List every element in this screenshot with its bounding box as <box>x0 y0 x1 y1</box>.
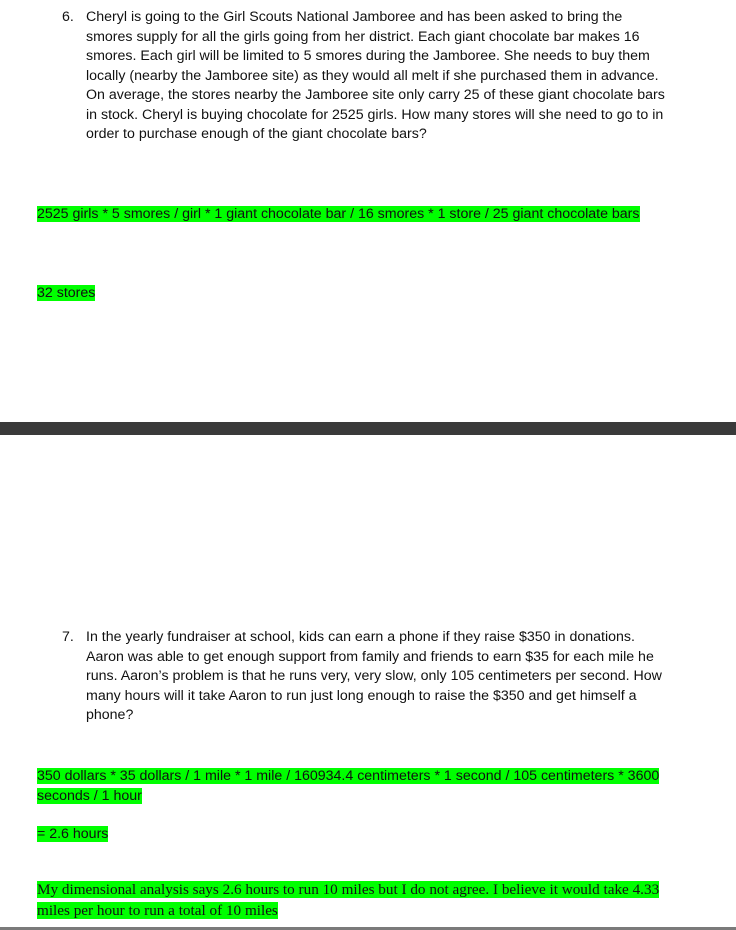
question-7-result <box>37 824 667 844</box>
question-6-result <box>37 283 667 303</box>
page-1 <box>0 0 736 422</box>
question-7-comment <box>37 880 667 921</box>
question-7-comment-text: My dimensional analysis says 2.6 hours to run 10 miles but I do not agree. I believe it would take 4.33 miles per hour to run a total of 10 miles <box>37 881 660 919</box>
question-7-result-text: = 2.6 hours <box>37 826 109 842</box>
question-7-number: 7. <box>62 629 74 645</box>
question-6-work-text: 2525 girls * 5 smores / girl * 1 giant chocolate bar / 16 smores * 1 store / 25 giant chocolate bars <box>37 206 640 222</box>
page-break <box>0 422 736 435</box>
page-2 <box>0 435 736 930</box>
question-6-number: 6. <box>62 9 74 25</box>
question-7-work <box>37 766 667 806</box>
question-6-work <box>37 204 667 224</box>
question-6-text: Cheryl is going to the Girl Scouts National Jamboree and has been asked to bring the smores supply for all the girls going from her district. Each giant chocolate bar makes 16 smores. Each girl will be limited to 5 smores during the Jamboree. She needs to buy them locally (nearby the Jamboree site) as they would all melt if she purchased them in advance. On average, the stores nearby the Jamboree site only carry 25 of these giant chocolate bars in stock. Cheryl is buying chocolate for 2525 girls. How many stores will she need to go to in order to purchase enough of the giant chocolate bars? <box>86 9 665 142</box>
question-7-work-text: 350 dollars * 35 dollars / 1 mile * 1 mile / 160934.4 centimeters * 1 second / 105 centimeters * 3600 seconds / 1 hour <box>37 768 660 804</box>
question-6-result-text: 32 stores <box>37 285 96 301</box>
question-7-text: In the yearly fundraiser at school, kids can earn a phone if they raise $350 in donations. Aaron was able to get enough support from family and friends to earn $35 for each mile he runs. Aaron’s problem is that he runs very, very slow, only 105 centimeters per second. How many hours will it take Aaron to run just long enough to raise the $350 and get himself a phone? <box>86 629 662 723</box>
